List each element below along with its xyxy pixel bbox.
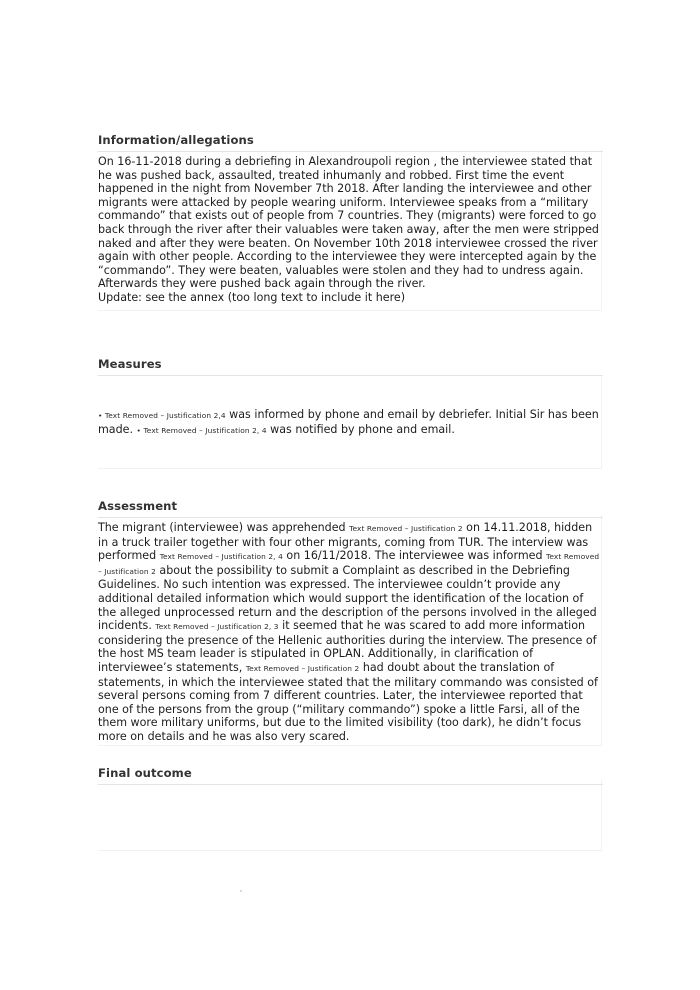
assessment-text: on 14.11.2018, hidden in a truck trailer together with four other migrants, coming from TUR. The interview was performed [98, 521, 593, 563]
measures-text: was informed by phone and email by debriefer. Initial Sir has been made. [98, 408, 599, 436]
assessment-text: on 16/11/2018. The interviewee was informed [282, 549, 547, 563]
measures-text: was notified by phone and email. [266, 422, 455, 436]
outcome-section [98, 766, 603, 785]
assessment-text: it seemed that he was scared to add more information considering the presence of the Hellenic authorities during the interview. The presence of the host MS team leader is stipulated in OPLAN. Additionally, in clarification of interviewee’s statements, [98, 619, 597, 674]
assessment-divider [98, 517, 603, 518]
outcome-frame [98, 780, 602, 851]
info-divider [98, 151, 603, 152]
assessment-text: about the possibility to submit a Complaint as described in the Debriefing Guidelines. No such intention was expressed. The interviewee couldn’t provide any additional detailed information which would support the identification of the location of the alleged unprocessed return and the description of the persons involved in the alleged incidents. [98, 563, 597, 633]
assessment-heading: Assessment [98, 499, 178, 513]
measures-heading: Measures [98, 357, 162, 371]
redacted-note: Text Removed – Justification 2 [245, 663, 360, 673]
outcome-divider [98, 784, 603, 785]
info-update: Update: see the annex (too long text to include it here) [98, 290, 406, 304]
assessment-text: The migrant (interviewee) was apprehended [98, 521, 350, 534]
measures-divider [98, 375, 603, 376]
measures-body [98, 408, 603, 437]
measures-section [98, 357, 603, 437]
info-body: On 16-11-2018 during a debriefing in Alexandroupoli region , the interviewee stated that he was pushed back, assaulted, treated inhumanly and robbed. First time the event happened in the night from November 7th 2018. After landing the interviewee and other migrants were attacked by people wearing uniform. Interviewee speaks from a “military commando” that exists out of people from 7 countries. They (migrants) were forced to go back through the river after their valuables were taken away, after the men were stripped naked and after they were beaten. On November 10th 2018 interviewee crossed the river again with other people. According to the interviewee they were intercepted again by the “commando”. They were beaten, valuables were stolen and they had to undress again. Afterwards they were pushed back again through the river. [98, 155, 599, 291]
redacted-note: Text Removed – Justification 2, 4 [159, 552, 283, 562]
scan-speck [240, 890, 242, 892]
redacted-note: • Text Removed – Justification 2, 4 [136, 425, 267, 435]
assessment-body [98, 521, 603, 744]
redacted-note: • Text Removed – Justification 2,4 [98, 411, 226, 420]
redacted-note: Text Removed – Justification 2 [98, 552, 600, 576]
assessment-section [98, 499, 603, 744]
assessment-text: had doubt about the translation of statements, in which the interviewee stated that the military commando was consisted of several persons coming from 7 different countries. Later, the interviewee reported that one of the persons from the group (“military commando”) spoke a little Farsi, all of the them wore military uniforms, but due to the limited visibility (too dark), he didn’t focus more on details and he was also very scared. [98, 660, 598, 743]
outcome-heading: Final outcome [98, 766, 192, 780]
info-section [98, 133, 603, 305]
redacted-note: Text Removed – Justification 2 [349, 524, 463, 533]
redacted-note: Text Removed – Justification 2, 3 [155, 622, 279, 632]
info-heading: Information/allegations [98, 133, 254, 147]
